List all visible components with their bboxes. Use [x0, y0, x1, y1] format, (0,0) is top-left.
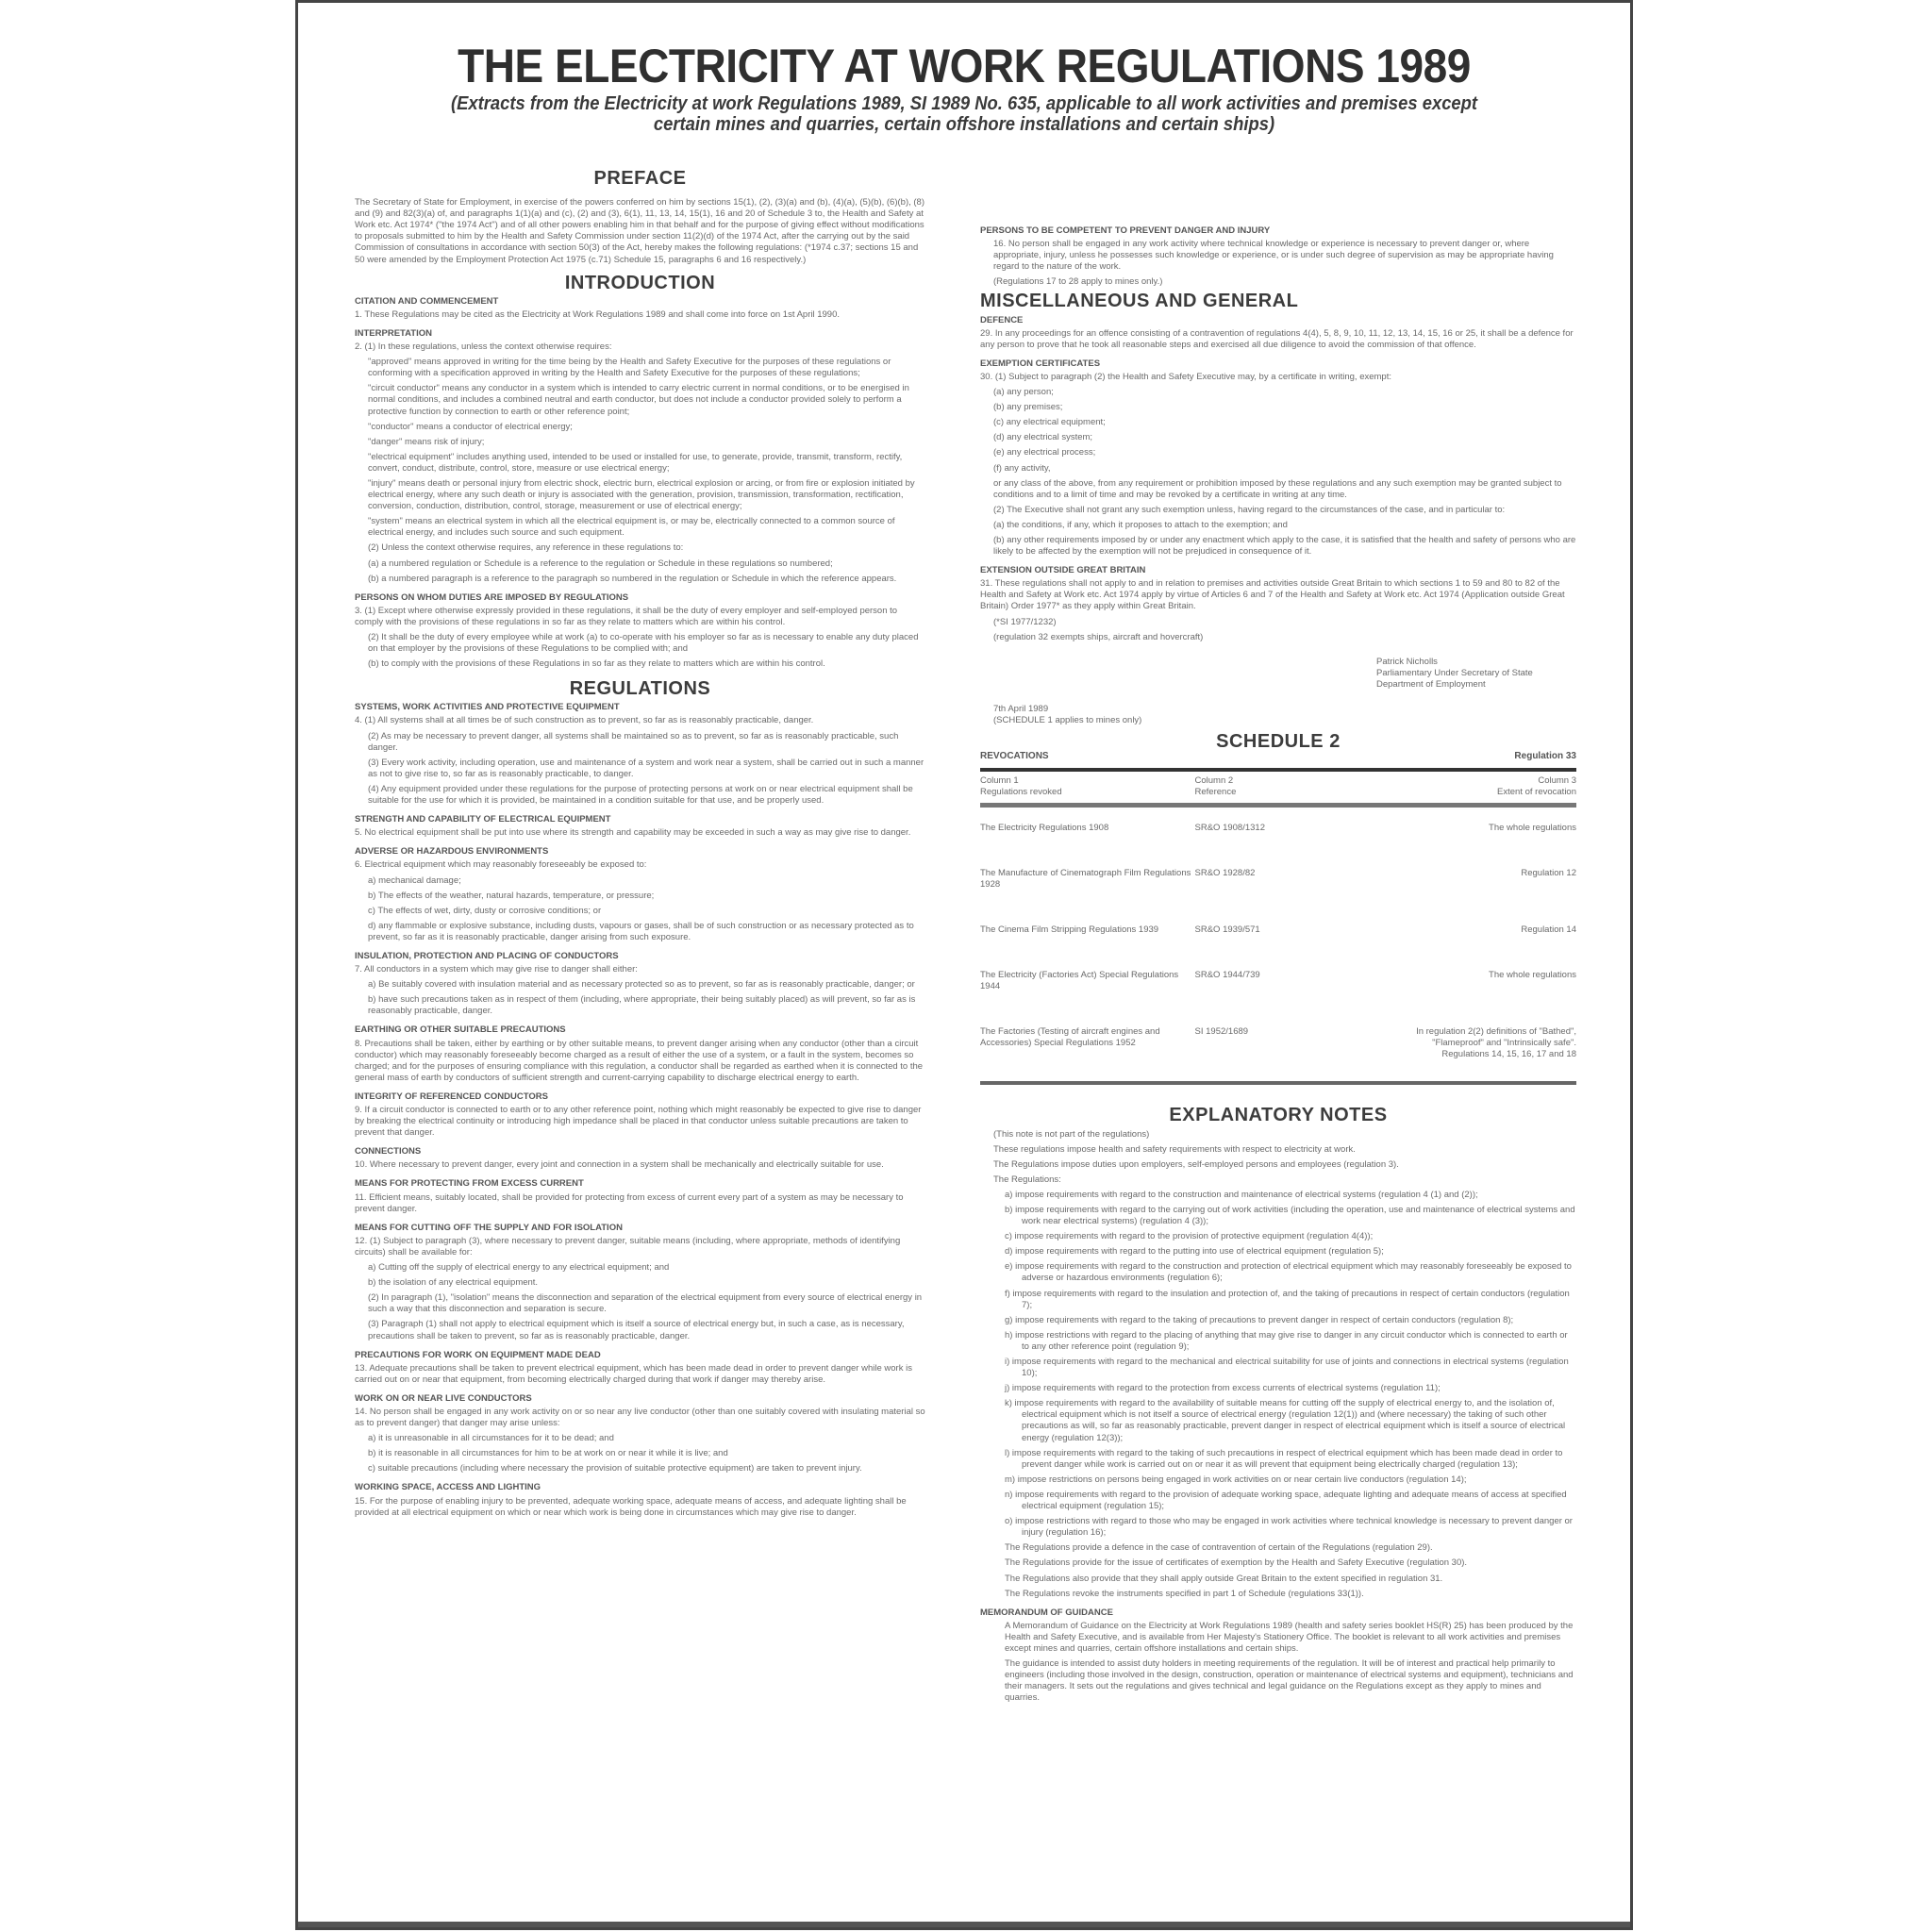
section-paragraph: 5. No electrical equipment shall be put into use where its strength and capability may be exceeded in such a way as may give rise to danger.	[355, 827, 911, 839]
regulation-revoked-cell: The Electricity (Factories Act) Special Regulations 1944	[980, 969, 1179, 992]
notes-item: The Regulations revoke the instruments specified in part 1 of Schedule (regulations 33(1)).	[1005, 1588, 1364, 1599]
notes-intro-line: The Regulations:	[993, 1174, 1061, 1185]
right-column	[980, 225, 1576, 1707]
notes-intro-line: The Regulations impose duties upon employers, self-employed persons and employees (regulation 3).	[993, 1158, 1399, 1170]
notes-item: c) impose requirements with regard to the provision of protective equipment (regulation 4(4));	[1005, 1231, 1374, 1242]
notes-item: a) impose requirements with regard to the construction and maintenance of electrical systems (regulation 4 (1) and (2));	[1005, 1189, 1478, 1200]
section-title: MEANS FOR CUTTING OFF THE SUPPLY AND FOR ISOLATION	[355, 1222, 623, 1233]
miscellaneous-heading: MISCELLANEOUS AND GENERAL	[980, 291, 1299, 312]
section-title: SYSTEMS, WORK ACTIVITIES AND PROTECTIVE EQUIPMENT	[355, 702, 620, 713]
section-paragraph: (*SI 1977/1232)	[993, 616, 1057, 627]
section-paragraph: (c) any electrical equipment;	[993, 417, 1106, 428]
regulations-poster	[295, 0, 1633, 1930]
preface-heading: PREFACE	[593, 168, 687, 189]
section-paragraph: 29. In any proceedings for an offence consisting of a contravention of regulations 4(4), 5, 8, 9, 10, 11, 12, 13, 14, 15, 16 or 25, it shall be a defence for any person to prove that he took all reasonable steps and exercised all due diligence to avoid the commission of that offence.	[980, 327, 1574, 350]
subtitle-line-2: certain mines and quarries, certain offshore installations and certain ships)	[653, 114, 1275, 135]
section-paragraph: 10. Where necessary to prevent danger, every joint and connection in a system shall be mechanically and electrically suitable for use.	[355, 1159, 884, 1171]
section-paragraph: or any class of the above, from any requirement or prohibition imposed by these regulations and any such exemption may be granted subject to conditions and to a limit of time and may be revoked by a certificate in writing at any time.	[993, 477, 1562, 500]
section-paragraph: b) have such precautions taken as in respect of them (including, where appropriate, their being suitably placed) as will prevent, so far as is reasonably practicable, danger.	[368, 994, 916, 1017]
section-paragraph: c) suitable precautions (including where necessary the provision of suitable protective equipment) are taken to prevent injury.	[368, 1463, 862, 1474]
column-header-3: Column 3 Extent of revocation	[1409, 772, 1576, 805]
section-title: INTERPRETATION	[355, 327, 432, 339]
revocations-table	[980, 772, 1576, 1079]
section-title: WORKING SPACE, ACCESS AND LIGHTING	[355, 1482, 541, 1493]
regulation-ref-label: Regulation 33	[1514, 751, 1576, 762]
notes-item: f) impose requirements with regard to the insulation and protection of, and the taking of precautions in respect of certain conductors (regulation 7);	[1005, 1288, 1570, 1310]
section-paragraph: (b) any other requirements imposed by or under any enactment which apply to the case, it is satisfied that the health and safety of persons who are likely to be affected by the exemption will not be prejudiced in consequence of it.	[993, 534, 1576, 558]
table-header-row	[980, 772, 1576, 805]
extent-cell: The whole regulations	[1489, 822, 1576, 833]
section-title: MEANS FOR PROTECTING FROM EXCESS CURRENT	[355, 1178, 584, 1190]
revocations-label: REVOCATIONS	[980, 751, 1049, 762]
section-paragraph: (b) a numbered paragraph is a reference to the paragraph so numbered in the regulation or Schedule in which the reference appears.	[368, 573, 897, 584]
notes-item: h) impose restrictions with regard to the placing of anything that may give rise to danger in any circuit conductor which is connected to earth or to any other reference point (regulation 9);	[1005, 1329, 1568, 1352]
schedule2-labels	[980, 751, 1576, 772]
signature-department: Department of Employment	[1376, 678, 1486, 690]
section-paragraph: a) mechanical damage;	[368, 874, 461, 886]
regulation-revoked-cell: The Cinema Film Stripping Regulations 1939	[980, 924, 1159, 935]
section-title: DEFENCE	[980, 314, 1024, 325]
section-paragraph: (a) the conditions, if any, which it proposes to attach to the exemption; and	[993, 519, 1288, 530]
regulations-sections	[355, 702, 925, 1518]
notes-item: e) impose requirements with regard to the construction and protection of electrical equipment which may reasonably foreseeably be exposed to adverse or hazardous environments (regulation 6);	[1005, 1261, 1572, 1284]
signature-name: Patrick Nicholls	[1376, 656, 1438, 667]
section-paragraph: 6. Electrical equipment which may reasonably foreseeably be exposed to:	[355, 859, 647, 871]
section-title: PRECAUTIONS FOR WORK ON EQUIPMENT MADE DEAD	[355, 1349, 601, 1360]
section-paragraph: b) The effects of the weather, natural hazards, temperature, or pressure;	[368, 890, 655, 901]
regulation-revoked-cell: The Manufacture of Cinematograph Film Regulations 1928	[980, 867, 1191, 890]
reference-cell: SR&O 1944/739	[1194, 969, 1260, 980]
introduction-heading: INTRODUCTION	[564, 272, 716, 293]
section-paragraph: 4. (1) All systems shall at all times be of such construction as to prevent, so far as is reasonably practicable, danger.	[355, 715, 814, 726]
reference-cell: SR&O 1908/1312	[1194, 822, 1265, 833]
signature-role: Parliamentary Under Secretary of State	[1376, 667, 1533, 678]
section-paragraph: 30. (1) Subject to paragraph (2) the Health and Safety Executive may, by a certificate in writing, exempt:	[980, 371, 1391, 382]
notes-intro	[980, 1129, 1576, 1186]
section-paragraph: 13. Adequate precautions shall be taken to prevent electrical equipment, which has been made dead in order to prevent danger while work is carried out on or near that equipment, from becoming electrically charged during that work if danger may thereby arise.	[355, 1362, 912, 1385]
section-paragraph: c) The effects of wet, dirty, dusty or corrosive conditions; or	[368, 905, 602, 916]
regulation-revoked-cell: The Electricity Regulations 1908	[980, 822, 1109, 833]
bottom-border	[298, 1922, 1630, 1927]
section-paragraph: (e) any electrical process;	[993, 447, 1096, 458]
section-paragraph: 3. (1) Except where otherwise expressly provided in these regulations, it shall be the duty of every employer and self-employed person to comply with the provisions of these regulations in so far as they relate to matters which are within his control.	[355, 605, 898, 627]
section-paragraph: a) it is unreasonable in all circumstances for it to be dead; and	[368, 1433, 614, 1444]
signature-block	[1376, 657, 1576, 691]
section-title: STRENGTH AND CAPABILITY OF ELECTRICAL EQUIPMENT	[355, 814, 611, 825]
section-paragraph: (f) any activity,	[993, 462, 1051, 474]
column-header-1: Column 1 Regulations revoked	[980, 772, 1195, 805]
extent-cell: Regulation 12	[1521, 867, 1576, 878]
notes-item: n) impose requirements with regard to the provision of adequate working space, adequate lighting and adequate means of access at specified electrical equipment (regulation 15);	[1005, 1489, 1567, 1512]
section-paragraph: a) Be suitably covered with insulation material and as necessary protected so as to prevent, so far as is reasonably practicable, danger; or	[368, 979, 915, 991]
table-row	[980, 853, 1576, 909]
extent-cell: The whole regulations	[1489, 969, 1576, 980]
section-paragraph: (a) a numbered regulation or Schedule is a reference to the regulation or Schedule in these regulations so numbered;	[368, 558, 833, 569]
section-paragraph: (2) Unless the context otherwise requires, any reference in these regulations to:	[368, 542, 684, 554]
memorandum-paragraph: A Memorandum of Guidance on the Electricity at Work Regulations 1989 (health and safety series booklet HS(R) 25) has been produced by the Health and Safety Executive, and is available from Her Majesty's Stationery Office. The booklet is relevant to all work activities and premises except mines and quarries, certain offshore installations and certain ships.	[1005, 1620, 1574, 1654]
section-paragraph: 31. These regulations shall not apply to and in relation to premises and activities outside Great Britain to which sections 1 to 59 and 80 to 82 of the Health and Safety at Work etc. Act 1974 apply by virtue of Articles 6 and 7 of the Health and Safety at Work etc. Act 1974 (Application outside Great Britain) Order 1977* as they apply within Great Britain.	[980, 578, 1565, 612]
section-paragraph: 2. (1) In these regulations, unless the context otherwise requires:	[355, 341, 612, 353]
competence-paras	[980, 239, 1576, 288]
section-paragraph: "circuit conductor" means any conductor in a system which is intended to carry electric current in normal conditions, or to be energised in normal conditions, and includes a combined neutral and earth conductor, but does not include a conductor provided solely to perform a protective function by connection to earth or other reference point;	[368, 383, 909, 417]
schedule1-note: (SCHEDULE 1 applies to mines only)	[993, 715, 1142, 726]
page-subtitle	[404, 93, 1525, 135]
section-title: EXTENSION OUTSIDE GREAT BRITAIN	[980, 565, 1146, 576]
table-bottom-rule	[980, 1081, 1576, 1085]
miscellaneous-sections	[980, 315, 1576, 643]
section-paragraph: d) any flammable or explosive substance, including dusts, vapours or gases, shall be of such construction or as necessary protected as to prevent, so far as it is reasonably practicable, danger arising from such exposure.	[368, 920, 914, 942]
section-paragraph: (4) Any equipment provided under these regulations for the purpose of protecting persons at work on or near electrical equipment shall be suitable for the use for which it is provided, be maintained in a condition suitable for that use, and be properly used.	[368, 783, 913, 807]
section-paragraph: (2) In paragraph (1), "isolation" means the disconnection and separation of the electrical equipment from every source of electrical energy in such a way that this disconnection and separation is secure.	[368, 1292, 923, 1315]
table-row	[980, 805, 1576, 853]
section-paragraph: (b) any premises;	[993, 402, 1063, 413]
notes-item: d) impose requirements with regard to the putting into use of electrical equipment (regulation 5);	[1005, 1246, 1384, 1257]
column-header-2: Column 2 Reference	[1195, 772, 1410, 805]
section-paragraph: (2) As may be necessary to prevent danger, all systems shall be maintained so as to prevent, so far as is reasonably practicable, such danger.	[368, 730, 899, 753]
competence-title: PERSONS TO BE COMPETENT TO PREVENT DANGER AND INJURY	[980, 225, 1271, 236]
section-paragraph: "injury" means death or personal injury from electric shock, electric burn, electrical explosion or arcing, or from fire or explosion initiated by electrical energy, where any such death or injury is associated with the generation, provision, transmission, transformation, rectification, conversion, conduction, distribution, control, storage, measurement or use of electrical energy;	[368, 477, 915, 512]
notes-item: m) impose restrictions on persons being engaged in work activities on or near certain live conductors (regulation 14);	[1005, 1474, 1467, 1485]
section-title: INTEGRITY OF REFERENCED CONDUCTORS	[355, 1091, 548, 1102]
notes-item: j) impose requirements with regard to the protection from excess currents of electrical systems (regulation 11);	[1005, 1383, 1441, 1394]
section-paragraph: "danger" means risk of injury;	[368, 436, 485, 447]
section-paragraph: (2) It shall be the duty of every employee while at work (a) to co-operate with his employer so far as is necessary to enable any duty placed on that employer by the provisions of these Regulations to be complied with; and	[368, 632, 919, 655]
notes-items	[980, 1190, 1576, 1600]
section-title: CONNECTIONS	[355, 1146, 422, 1158]
left-column	[355, 168, 925, 1523]
section-paragraph: 14. No person shall be engaged in any work activity on or so near any live conductor (other than one suitably covered with insulating material so as to prevent danger) that danger may arise unless:	[355, 1406, 925, 1429]
explanatory-notes-heading: EXPLANATORY NOTES	[1169, 1105, 1388, 1126]
signature-date: 7th April 1989	[993, 704, 1049, 714]
preface-text: The Secretary of State for Employment, in exercise of the powers conferred on him by sections 15(1), (2), (3)(a) and (b), (4)(a), (5)(b), (6)(b), (8) and (9) and 82(3)(a) of, and paragraphs 1(1)(a) and (c), (2) and (3), 6(1), 11, 13, 14, 15(1), 16 and 20 of Schedule 3 to, the Health and Safety at Work etc. Act 1974* ("the 1974 Act") and of all other powers enabling him in that behalf and for the purpose of giving effect without modifications to proposals submitted to him by the Health and Safety Commission under section 11(2)(d) of the 1974 Act, after the carrying out by the said Commission of consultations in accordance with section 50(3) of the Act, hereby makes the following regulations: (*1974 c.37; sections 15 and 50 were amended by the Employment Protection Act 1975 (c.71) Schedule 15, paragraphs 6 and 16 respectively.)	[355, 197, 924, 265]
reference-cell: SR&O 1939/571	[1194, 924, 1260, 935]
notes-item: g) impose requirements with regard to the taking of precautions to prevent danger in respect of certain conductors (regulation 8);	[1005, 1314, 1514, 1325]
notes-intro-line: These regulations impose health and safety requirements with respect to electricity at work.	[993, 1143, 1356, 1155]
section-paragraph: (b) to comply with the provisions of these Regulations in so far as they relate to matters which are within his control.	[368, 658, 825, 670]
memorandum-title: MEMORANDUM OF GUIDANCE	[980, 1607, 1113, 1618]
notes-item: o) impose restrictions with regard to those who may be engaged in work activities where technical knowledge is necessary to prevent danger or injury (regulation 16);	[1005, 1516, 1573, 1539]
section-paragraph: a) Cutting off the supply of electrical energy to any electrical equipment; and	[368, 1262, 670, 1274]
section-title: INSULATION, PROTECTION AND PLACING OF CONDUCTORS	[355, 950, 619, 961]
competence-paragraph: 16. No person shall be engaged in any work activity where technical knowledge or experience is necessary to prevent danger or, where appropriate, injury, unless he possesses such knowledge or experience, or is under such degree of supervision as may be appropriate having regard to the nature of the work.	[993, 239, 1554, 273]
reference-cell: SI 1952/1689	[1194, 1026, 1249, 1038]
section-title: WORK ON OR NEAR LIVE CONDUCTORS	[355, 1392, 532, 1404]
section-paragraph: (d) any electrical system;	[993, 432, 1093, 443]
page-title: THE ELECTRICITY AT WORK REGULATIONS 1989	[458, 40, 1471, 92]
regulations-heading: REGULATIONS	[569, 678, 711, 700]
section-paragraph: (a) any person;	[993, 387, 1054, 398]
section-title: ADVERSE OR HAZARDOUS ENVIRONMENTS	[355, 846, 549, 858]
competence-paragraph: (Regulations 17 to 28 apply to mines only.)	[993, 276, 1163, 288]
section-paragraph: 7. All conductors in a system which may give rise to danger shall either:	[355, 964, 638, 975]
table-row	[980, 955, 1576, 1011]
table-row	[980, 909, 1576, 955]
notes-item: The Regulations provide a defence in the case of contravention of certain of the Regulations (regulation 29).	[1005, 1542, 1433, 1554]
extent-cell: In regulation 2(2) definitions of "Bathed", "Flameproof" and "Intrinsically safe". Regulations 14, 15, 16, 17 and 18	[1416, 1026, 1576, 1060]
introduction-sections	[355, 296, 925, 671]
reference-cell: SR&O 1928/82	[1194, 867, 1256, 878]
section-paragraph: 9. If a circuit conductor is connected to earth or to any other reference point, nothing which might reasonably be expected to give rise to danger by breaking the electrical continuity or introducing high impedance shall be placed in that conductor unless suitable precautions are taken to prevent that danger.	[355, 1105, 922, 1139]
section-title: CITATION AND COMMENCEMENT	[355, 295, 499, 307]
notes-item: k) impose requirements with regard to the availability of suitable means for cutting off the supply of electrical energy to, and the isolation of, electrical equipment which is not itself a source of electrical energy (regulation 12(1)) and (where necessary) the taking of such other precautions as will, so far as reasonably practicable, prevent danger in respect of electrical equipment which is itself a source of electrical energy (regulation 12(3));	[1005, 1398, 1566, 1443]
notes-item: The Regulations provide for the issue of certificates of exemption by the Health and Safety Executive (regulation 30).	[1005, 1557, 1468, 1569]
section-paragraph: (regulation 32 exempts ships, aircraft and hovercraft)	[993, 631, 1204, 642]
notes-item: b) impose requirements with regard to the carrying out of work activities (including the operation, use and maintenance of electrical systems and work near electrical systems) (regulation 4 (3));	[1005, 1204, 1575, 1227]
section-paragraph: 8. Precautions shall be taken, either by earthing or by other suitable means, to prevent danger arising when any conductor (other than a circuit conductor) which may reasonably foreseeably become charged as a result of either the use of a system, or a fault in the system, becomes so charged; and for the purposes of ensuring compliance with this regulation, a conductor shall be regarded as earthed when it is connected to the general mass of earth by conductors of sufficient strength and current-carrying capability to discharge electrical energy to earth.	[355, 1038, 924, 1083]
notes-item: The Regulations also provide that they shall apply outside Great Britain to the extent specified in regulation 31.	[1005, 1573, 1443, 1584]
section-paragraph: 11. Efficient means, suitably located, shall be provided for protecting from excess of current every part of a system as may be necessary to prevent danger.	[355, 1191, 904, 1214]
section-paragraph: "system" means an electrical system in which all the electrical equipment is, or may be, electrically connected to a common source of electrical energy, and includes such source and such equipment.	[368, 516, 895, 539]
section-paragraph: b) the isolation of any electrical equipment.	[368, 1277, 539, 1289]
notes-item: i) impose requirements with regard to the mechanical and electrical suitability for use of joints and connections in electrical systems (regulation 10);	[1005, 1357, 1569, 1379]
section-paragraph: b) it is reasonable in all circumstances for him to be at work on or near it while it is live; and	[368, 1448, 728, 1459]
regulation-revoked-cell: The Factories (Testing of aircraft engines and Accessories) Special Regulations 1952	[980, 1026, 1160, 1049]
memorandum-paras	[980, 1621, 1576, 1705]
subtitle-line-1: (Extracts from the Electricity at work Regulations 1989, SI 1989 No. 635, applicable to all work activities and premises except	[450, 93, 1478, 114]
notes-intro-line: (This note is not part of the regulations)	[993, 1128, 1150, 1140]
memorandum-paragraph: The guidance is intended to assist duty holders in meeting requirements of the regulation. It will be of interest and practical help primarily to engineers (including those involved in the design, construction, operation or maintenance of electrical systems and equipment), technicians and their managers. It sets out the regulations and gives technical and legal guidance on the Regulations except as they apply to mines and quarries.	[1005, 1658, 1574, 1704]
section-paragraph: "approved" means approved in writing for the time being by the Health and Safety Executive for the purposes of these regulations or conforming with a specification approved in writing by the Health and Safety Executive for the purposes of these regulations;	[368, 357, 891, 379]
notes-item: l) impose requirements with regard to the taking of such precautions in respect of electrical equipment which has been made dead in order to prevent danger while work is carried out on or near it as will prevent that equipment being electrically charged (regulation 13);	[1005, 1447, 1563, 1470]
section-paragraph: 15. For the purpose of enabling injury to be prevented, adequate working space, adequate means of access, and adequate lighting shall be provided at all electrical equipment on which or near which work is being done in circumstances which may give rise to danger.	[355, 1495, 907, 1518]
section-title: EARTHING OR OTHER SUITABLE PRECAUTIONS	[355, 1024, 566, 1036]
section-paragraph: 1. These Regulations may be cited as the Electricity at Work Regulations 1989 and shall come into force on 1st April 1990.	[355, 308, 840, 320]
section-paragraph: (3) Every work activity, including operation, use and maintenance of a system and work near a system, shall be carried out in such a manner as not to give rise to, so far as is reasonably practicable, to danger.	[368, 757, 924, 779]
section-paragraph: "electrical equipment" includes anything used, intended to be used or installed for use, to generate, provide, transmit, transform, rectify, convert, conduct, distribute, control, store, measure or use electrical energy;	[368, 451, 903, 474]
extent-cell: Regulation 14	[1521, 924, 1576, 935]
section-paragraph: (2) The Executive shall not grant any such exemption unless, having regard to the circumstances of the case, and in particular to:	[993, 504, 1506, 515]
table-row	[980, 1011, 1576, 1079]
signature-date-block	[980, 704, 1576, 726]
section-paragraph: 12. (1) Subject to paragraph (3), where necessary to prevent danger, suitable means (including, where appropriate, methods of identifying circuits) shall be available for:	[355, 1235, 901, 1257]
section-paragraph: (3) Paragraph (1) shall not apply to electrical equipment which is itself a source of electrical energy but, in such a case, as is necessary, precautions shall be taken to prevent, so far as is reasonably practicable, danger.	[368, 1319, 905, 1341]
schedule2-heading: SCHEDULE 2	[1216, 731, 1341, 753]
section-title: EXEMPTION CERTIFICATES	[980, 358, 1101, 369]
section-paragraph: "conductor" means a conductor of electrical energy;	[368, 421, 573, 432]
section-title: PERSONS ON WHOM DUTIES ARE IMPOSED BY REGULATIONS	[355, 591, 629, 603]
